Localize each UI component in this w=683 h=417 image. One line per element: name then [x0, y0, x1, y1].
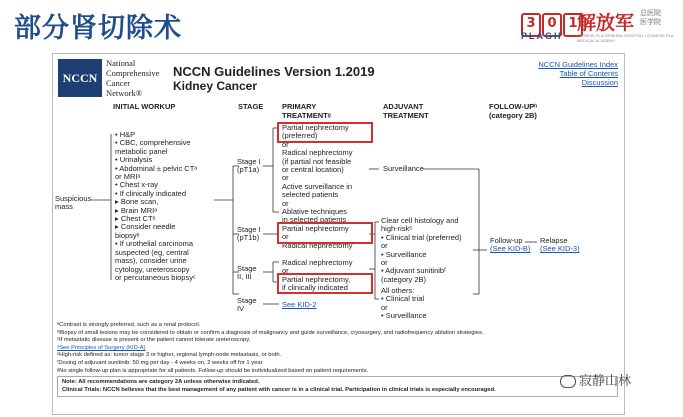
logo-digit: 1 — [563, 13, 583, 37]
nccn-logo: NCCN — [58, 59, 102, 97]
relapse: Relapse (See KID-3) — [540, 236, 580, 254]
highlight-partial-t1b — [277, 222, 373, 244]
guideline-document — [52, 53, 625, 415]
adjuvant-high-risk: Clear cell histology and high-riskᵉ • Clinical trial (preferred) or • Surveillance or • Adjuvant sunitinibᶠ (category 2B) — [381, 216, 462, 284]
stage-II-III: Stage II, III — [237, 264, 257, 282]
header-follow-up: FOLLOW-UPʰ (category 2B) — [489, 102, 538, 120]
note-box: Note: All recommendations are category 2A unless otherwise indicated. Clinical Trials: NCCN believes that the best management of any patient with cancer is in a clinical trial. Participation in clinical trials is especially encouraged. — [57, 376, 618, 397]
org-name: National Comprehensive Cancer Network® — [106, 58, 160, 98]
t1b-treatment-list: Partial nephrectomy or Radical nephrectomy — [282, 224, 353, 250]
link-guidelines-index[interactable]: NCCN Guidelines Index — [538, 60, 618, 69]
logo-sub: PLAGH — [521, 31, 563, 41]
logo-digit: 0 — [542, 13, 562, 37]
logo-cn-small: 总医院 医学院 — [640, 10, 661, 26]
follow-up: Follow-up (See KID-B) — [490, 236, 531, 254]
link-discussion[interactable]: Discussion — [581, 78, 618, 87]
header-initial-workup: INITIAL WORKUP — [113, 102, 176, 111]
stage-IV: Stage IV — [237, 296, 257, 314]
header-adjuvant-treatment: ADJUVANT TREATMENT — [383, 102, 429, 120]
highlight-partial-t23 — [277, 273, 373, 294]
link-table-of-contents[interactable]: Table of Contents — [559, 69, 618, 78]
guideline-subtitle: Kidney Cancer — [173, 79, 258, 93]
suspicious-mass: Suspicious mass — [55, 194, 92, 212]
stage-pT1a: Stage I (pT1a) — [237, 157, 261, 175]
header-primary-treatment: PRIMARY TREATMENTᵍ — [282, 102, 331, 120]
link-see-kid-2[interactable]: See KID-2 — [282, 300, 317, 309]
hospital-logo — [521, 6, 679, 42]
guideline-title: NCCN Guidelines Version 1.2019 — [173, 64, 375, 79]
surveillance-t1a: Surveillance — [383, 164, 424, 173]
slide-title: 部分肾切除术 — [14, 13, 182, 44]
logo-cn: 解放军 — [577, 12, 635, 34]
logo-digit: 3 — [521, 13, 541, 37]
footnotes: ᵃContrast is strongly preferred, such as a renal protocol. ᵇBiopsy of small lesions may be considered to obtain or confirm a diagnosis of malignancy and guide surveillance, cryosurgery, and radiofrequency ablation strategies. ᶜIf metastatic disease is present or the patient cannot tolerate ureteroscopy. ᵈSee Principles of Surgery (KID-A) ᵉHigh-risk defined as: tumor stage 3 or higher, regional lymph-node metastasis, or both. ᶠDosing of adjuvant sunitinib: 50 mg per day - 4 weeks on, 2 weeks off for 1 year ᵍNo single follow-up plan is appropriate for all patients. Follow-up should be individualized based on patient requirements. — [57, 322, 484, 374]
logo-sub-small: CHINESE PLA GENERAL HOSPITAL / CHINESE PLA MEDICAL ACADEMY — [577, 33, 674, 43]
adjuvant-all-others: All others: • Clinical trial or • Surveillance — [381, 286, 427, 321]
wechat-watermark: 寂静山林 — [560, 370, 680, 390]
link-see-kid-b[interactable]: (See KID-B) — [490, 244, 531, 254]
workup-list: • H&P • CBC, comprehensive metabolic panel • Urinalysis • Abdominal ± pelvic CTᵃ or MRIᵃ • Chest x-ray • If clinically indicated ▸ Bone scan, ▸ Brain MRIᵃ ▸ Chest CTᵃ ▸ Consider needle biopsyᵇ • If urothelial carcinoma suspected (eg, central mass), consider urine cytology, ureteroscopy or percutaneous biopsyᶜ — [115, 130, 198, 282]
header-stage: STAGE — [238, 102, 264, 111]
stage-pT1b: Stage I (pT1b) — [237, 225, 261, 243]
wechat-icon — [560, 375, 576, 388]
t23-treatment-list: Radical nephrectomy or Partial nephrectomy, if clinically indicated — [282, 258, 353, 293]
link-principles-of-surgery[interactable]: ᵈSee Principles of Surgery (KID-A) — [57, 344, 146, 351]
highlight-partial-preferred — [277, 122, 373, 143]
t1a-treatment-list: Partial nephrectomy (preferred) or Radical nephrectomy (if partial not feasible or central location) or Active surveillance in selected patients or Ablative techniques in selected patients — [282, 123, 353, 225]
link-see-kid-3[interactable]: (See KID-3) — [540, 244, 580, 254]
